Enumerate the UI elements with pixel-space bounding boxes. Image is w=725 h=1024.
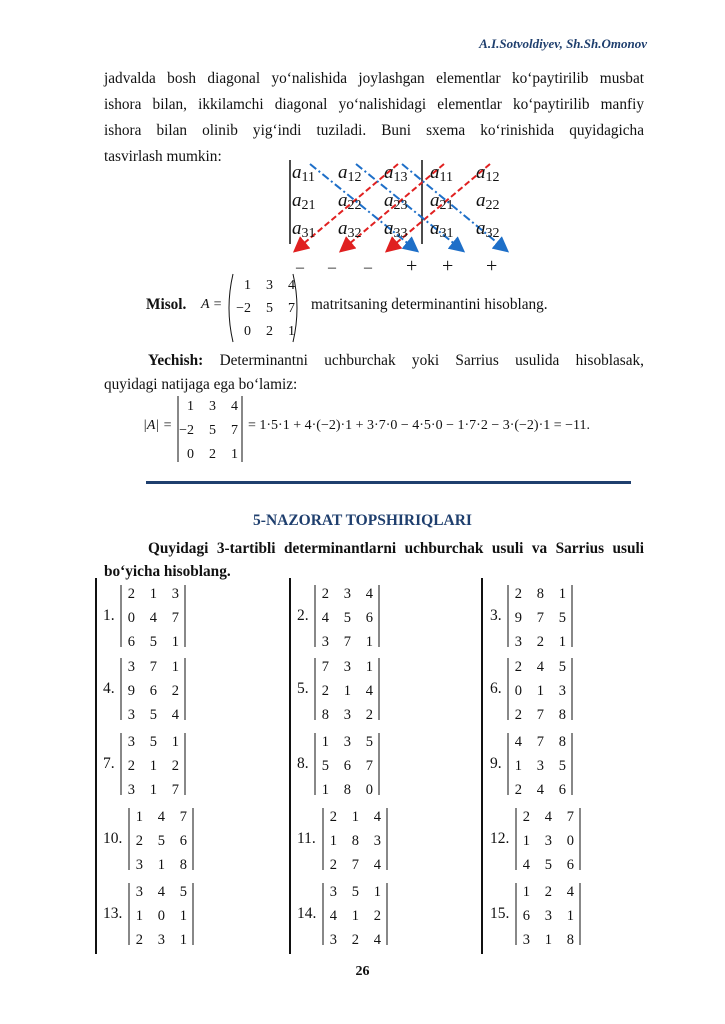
problem-number: 13. bbox=[103, 905, 123, 922]
scheme-element: a31 bbox=[430, 218, 454, 241]
matrix-cell: 0 bbox=[244, 324, 251, 339]
scheme-element: a22 bbox=[338, 190, 362, 213]
problem-determinant bbox=[119, 583, 187, 654]
solution-label: Yechish: bbox=[148, 352, 204, 369]
problem-item bbox=[103, 881, 213, 951]
matrix-cell: 5 bbox=[343, 610, 351, 626]
matrix-cell: 4 bbox=[321, 610, 329, 626]
matrix-cell: 3 bbox=[329, 884, 337, 900]
problem-determinant bbox=[321, 881, 389, 952]
matrix-cell: 3 bbox=[266, 278, 273, 293]
minus-sign: – bbox=[296, 259, 304, 276]
matrix-cell: 1 bbox=[329, 833, 337, 849]
problem-determinant-svg bbox=[119, 731, 187, 797]
problem-number: 7. bbox=[103, 755, 115, 772]
matrix-cell: 1 bbox=[566, 908, 574, 924]
intro-line-3: ishora bilan olinib yig‘indi tuziladi. Buni sxema ko‘rinishida quyidagicha bbox=[104, 122, 644, 139]
matrix-cell: 3 bbox=[127, 659, 135, 675]
matrix-cell: 8 bbox=[343, 782, 351, 797]
problem-determinant-svg bbox=[119, 583, 187, 649]
matrix-cell: 4 bbox=[522, 857, 530, 872]
matrix-cell: 1 bbox=[536, 683, 544, 699]
task-line-1: Quyidagi 3-tartibli determinantlarni uchburchak usuli va Sarrius usuli bbox=[148, 540, 644, 557]
matrix-cell: 7 bbox=[171, 610, 179, 626]
problem-number: 12. bbox=[490, 830, 510, 847]
intro-line-4: tasvirlash mumkin: bbox=[104, 148, 222, 165]
problem-determinant-svg bbox=[514, 806, 582, 872]
matrix-cell: 5 bbox=[149, 734, 157, 750]
scheme-element: a11 bbox=[292, 162, 315, 185]
problem-determinant bbox=[313, 731, 381, 802]
matrix-cell: 1 bbox=[321, 782, 329, 797]
matrix-cell: 5 bbox=[209, 423, 216, 438]
matrix-cell: 4 bbox=[171, 707, 179, 722]
matrix-cell: 8 bbox=[566, 932, 574, 947]
matrix-cell: 0 bbox=[514, 683, 522, 699]
matrix-cell: 1 bbox=[171, 634, 179, 649]
matrix-cell: 1 bbox=[149, 782, 157, 797]
example-label: Misol. bbox=[146, 296, 187, 313]
matrix-cell: 2 bbox=[373, 908, 381, 924]
matrix-cell: 3 bbox=[373, 833, 381, 849]
matrix-cell: 1 bbox=[231, 447, 238, 462]
problem-determinant bbox=[313, 583, 381, 654]
problem-item bbox=[103, 806, 213, 876]
scheme-element: a21 bbox=[430, 190, 454, 213]
problem-item bbox=[297, 583, 407, 653]
matrix-cell: 2 bbox=[514, 659, 522, 675]
matrix-cell: 2 bbox=[514, 782, 522, 797]
matrix-cell: −2 bbox=[236, 301, 251, 316]
problem-number: 14. bbox=[297, 905, 317, 922]
matrix-cell: 1 bbox=[343, 683, 351, 699]
matrix-cell: 7 bbox=[321, 659, 329, 675]
matrix-cell: 4 bbox=[365, 683, 373, 699]
matrix-cell: 2 bbox=[127, 758, 135, 774]
matrix-cell: 4 bbox=[149, 610, 157, 626]
problem-item bbox=[297, 731, 407, 801]
matrix-cell: 2 bbox=[171, 683, 179, 699]
matrix-cell: 7 bbox=[536, 610, 544, 626]
scheme-element: a12 bbox=[338, 162, 362, 185]
matrix-cell: 4 bbox=[536, 659, 544, 675]
matrix-cell: 4 bbox=[157, 884, 165, 900]
matrix-cell: 1 bbox=[171, 734, 179, 750]
problem-determinant-svg bbox=[313, 583, 381, 649]
matrix-cell: 1 bbox=[179, 908, 187, 924]
problem-determinant-svg bbox=[321, 881, 389, 947]
matrix-cell: 4 bbox=[231, 399, 238, 414]
matrix-cell: 1 bbox=[171, 659, 179, 675]
matrix-cell: 1 bbox=[558, 634, 566, 649]
matrix-cell: 2 bbox=[522, 809, 530, 825]
matrix-cell: 2 bbox=[135, 932, 143, 947]
scheme-element: a21 bbox=[292, 190, 316, 213]
matrix-cell: 0 bbox=[365, 782, 373, 797]
matrix-cell: 1 bbox=[351, 908, 359, 924]
problem-determinant-svg bbox=[127, 806, 195, 872]
problem-determinant bbox=[119, 656, 187, 727]
matrix-cell: 2 bbox=[536, 634, 544, 649]
scheme-element: a12 bbox=[476, 162, 500, 185]
problem-determinant-svg bbox=[506, 656, 574, 722]
problem-determinant-svg bbox=[514, 881, 582, 947]
matrix-cell: 1 bbox=[149, 586, 157, 602]
matrix-cell: 5 bbox=[351, 884, 359, 900]
matrix-cell: 8 bbox=[179, 857, 187, 872]
scheme-element: a13 bbox=[384, 162, 408, 185]
matrix-cell: 4 bbox=[373, 932, 381, 947]
matrix-cell: 2 bbox=[209, 447, 216, 462]
matrix-cell: 3 bbox=[343, 707, 351, 722]
matrix-cell: 5 bbox=[321, 758, 329, 774]
matrix-cell: 5 bbox=[157, 833, 165, 849]
matrix-cell: 3 bbox=[522, 932, 530, 947]
matrix-cell: 8 bbox=[558, 734, 566, 750]
problem-determinant bbox=[119, 731, 187, 802]
matrix-cell: 3 bbox=[343, 659, 351, 675]
problem-item bbox=[490, 731, 600, 801]
intro-line-2: ishora bilan, ikkilamchi diagonal yo‘nalishidagi elementlar ko‘paytirilib manfiy bbox=[104, 96, 644, 113]
matrix-cell: 4 bbox=[544, 809, 552, 825]
matrix-cell: 3 bbox=[127, 782, 135, 797]
matrix-cell: 6 bbox=[343, 758, 351, 774]
matrix-cell: 2 bbox=[351, 932, 359, 947]
matrix-cell: 5 bbox=[558, 659, 566, 675]
matrix-cell: 2 bbox=[266, 324, 273, 339]
matrix-cell: 4 bbox=[373, 857, 381, 872]
matrix-cell: 1 bbox=[544, 932, 552, 947]
scheme-element: a23 bbox=[384, 190, 408, 213]
scheme-element: a11 bbox=[430, 162, 453, 185]
matrix-cell: 3 bbox=[544, 833, 552, 849]
plus-sign: + bbox=[486, 255, 498, 277]
problem-item bbox=[297, 806, 407, 876]
matrix-cell: 3 bbox=[127, 734, 135, 750]
problem-determinant-svg bbox=[506, 583, 574, 649]
plus-sign: + bbox=[406, 255, 418, 277]
matrix-cell: 1 bbox=[187, 399, 194, 414]
matrix-cell: 8 bbox=[558, 707, 566, 722]
matrix-cell: 1 bbox=[365, 659, 373, 675]
matrix-cell: 6 bbox=[365, 610, 373, 626]
matrix-cell: 4 bbox=[329, 908, 337, 924]
solution-line-2: quyidagi natijaga ega bo‘lamiz: bbox=[104, 376, 298, 393]
problem-determinant-svg bbox=[127, 881, 195, 947]
section-title: 5-NAZORAT TOPSHIRIQLARI bbox=[253, 512, 472, 529]
matrix-cell: −2 bbox=[179, 423, 194, 438]
matrix-cell: 1 bbox=[365, 634, 373, 649]
matrix-cell: 7 bbox=[231, 423, 238, 438]
matrix-cell: 2 bbox=[329, 857, 337, 872]
problem-item bbox=[103, 731, 213, 801]
problem-number: 4. bbox=[103, 680, 115, 697]
matrix-cell: 7 bbox=[288, 301, 295, 316]
matrix-cell: 4 bbox=[373, 809, 381, 825]
problem-item bbox=[103, 656, 213, 726]
matrix-cell: 5 bbox=[365, 734, 373, 750]
matrix-cell: 7 bbox=[365, 758, 373, 774]
problem-determinant-svg bbox=[119, 656, 187, 722]
matrix-cell: 5 bbox=[544, 857, 552, 872]
problem-number: 11. bbox=[297, 830, 316, 847]
matrix-cell: 6 bbox=[149, 683, 157, 699]
matrix-cell: 2 bbox=[365, 707, 373, 722]
matrix-cell: 5 bbox=[558, 758, 566, 774]
matrix-cell: 4 bbox=[536, 782, 544, 797]
matrix-cell: 3 bbox=[157, 932, 165, 947]
matrix-cell: 7 bbox=[179, 809, 187, 825]
matrix-cell: 7 bbox=[536, 734, 544, 750]
solution-lhs: |A| = bbox=[143, 418, 173, 433]
matrix-cell: 0 bbox=[157, 908, 165, 924]
matrix-cell: 2 bbox=[321, 683, 329, 699]
matrix-cell: 6 bbox=[522, 908, 530, 924]
problem-determinant-svg bbox=[321, 806, 389, 872]
matrix-cell: 5 bbox=[149, 634, 157, 649]
problem-determinant bbox=[514, 881, 582, 952]
matrix-cell: 9 bbox=[127, 683, 135, 699]
matrix-cell: 4 bbox=[365, 586, 373, 602]
page-number: 26 bbox=[355, 964, 370, 979]
matrix-cell: 7 bbox=[536, 707, 544, 722]
matrix-cell: 3 bbox=[343, 586, 351, 602]
problem-item bbox=[490, 656, 600, 726]
matrix-cell: 1 bbox=[514, 758, 522, 774]
matrix-cell: 4 bbox=[566, 884, 574, 900]
minus-sign: – bbox=[364, 259, 372, 276]
problem-determinant bbox=[127, 881, 195, 952]
problem-item bbox=[297, 656, 407, 726]
matrix-cell: 6 bbox=[127, 634, 135, 649]
matrix-cell: 1 bbox=[244, 278, 251, 293]
matrix-cell: 3 bbox=[343, 734, 351, 750]
example-var: A = bbox=[201, 297, 223, 312]
matrix-cell: 1 bbox=[351, 809, 359, 825]
problem-number: 15. bbox=[490, 905, 510, 922]
problem-number: 3. bbox=[490, 607, 502, 624]
problem-determinant bbox=[321, 806, 389, 877]
running-header: A.I.Sotvoldiyev, Sh.Sh.Omonov bbox=[479, 36, 647, 51]
problem-determinant bbox=[506, 656, 574, 727]
plus-sign: + bbox=[442, 255, 454, 277]
matrix-cell: 3 bbox=[558, 683, 566, 699]
matrix-cell: 1 bbox=[179, 932, 187, 947]
matrix-cell: 4 bbox=[288, 278, 295, 293]
problem-number: 6. bbox=[490, 680, 502, 697]
matrix-cell: 4 bbox=[157, 809, 165, 825]
scheme-element: a32 bbox=[338, 218, 362, 241]
matrix-cell: 1 bbox=[149, 758, 157, 774]
intro-line-1: jadvalda bosh diagonal yo‘nalishida joylashgan elementlar ko‘paytirilib musbat bbox=[104, 70, 644, 87]
matrix-cell: 7 bbox=[171, 782, 179, 797]
problem-number: 9. bbox=[490, 755, 502, 772]
matrix-cell: 2 bbox=[171, 758, 179, 774]
matrix-cell: 7 bbox=[343, 634, 351, 649]
matrix-cell: 1 bbox=[135, 908, 143, 924]
matrix-cell: 8 bbox=[351, 833, 359, 849]
matrix-cell: 1 bbox=[321, 734, 329, 750]
matrix-cell: 5 bbox=[266, 301, 273, 316]
matrix-cell: 2 bbox=[514, 586, 522, 602]
matrix-cell: 3 bbox=[209, 399, 216, 414]
matrix-cell: 2 bbox=[321, 586, 329, 602]
matrix-cell: 6 bbox=[179, 833, 187, 849]
minus-sign: – bbox=[328, 259, 336, 276]
problem-determinant-svg bbox=[313, 731, 381, 797]
matrix-cell: 0 bbox=[127, 610, 135, 626]
matrix-cell: 3 bbox=[321, 634, 329, 649]
matrix-cell: 1 bbox=[522, 884, 530, 900]
matrix-cell: 0 bbox=[566, 833, 574, 849]
matrix-cell: 9 bbox=[514, 610, 522, 626]
problem-item bbox=[490, 806, 600, 876]
matrix-cell: 2 bbox=[514, 707, 522, 722]
matrix-cell: 1 bbox=[373, 884, 381, 900]
problem-determinant bbox=[127, 806, 195, 877]
problem-determinant bbox=[506, 583, 574, 654]
matrix-cell: 3 bbox=[135, 857, 143, 872]
problem-number: 2. bbox=[297, 607, 309, 624]
scheme-element: a22 bbox=[476, 190, 500, 213]
problem-determinant-svg bbox=[313, 656, 381, 722]
matrix-cell: 1 bbox=[288, 324, 295, 339]
matrix-cell: 6 bbox=[558, 782, 566, 797]
problem-determinant-svg bbox=[506, 731, 574, 797]
matrix-cell: 5 bbox=[179, 884, 187, 900]
scheme-element: a32 bbox=[476, 218, 500, 241]
example-text: matritsaning determinantini hisoblang. bbox=[311, 296, 548, 313]
matrix-cell: 1 bbox=[522, 833, 530, 849]
matrix-cell: 2 bbox=[127, 586, 135, 602]
scheme-element: a31 bbox=[292, 218, 316, 241]
problem-number: 5. bbox=[297, 680, 309, 697]
problem-item bbox=[490, 881, 600, 951]
matrix-cell: 1 bbox=[135, 809, 143, 825]
matrix-cell: 3 bbox=[514, 634, 522, 649]
matrix-cell: 8 bbox=[536, 586, 544, 602]
problem-determinant bbox=[313, 656, 381, 727]
matrix-cell: 3 bbox=[329, 932, 337, 947]
scheme-element: a33 bbox=[384, 218, 408, 241]
problem-number: 10. bbox=[103, 830, 123, 847]
problem-item bbox=[490, 583, 600, 653]
matrix-cell: 5 bbox=[558, 610, 566, 626]
matrix-cell: 7 bbox=[351, 857, 359, 872]
matrix-cell: 3 bbox=[135, 884, 143, 900]
matrix-cell: 1 bbox=[157, 857, 165, 872]
problem-item bbox=[297, 881, 407, 951]
matrix-cell: 7 bbox=[566, 809, 574, 825]
matrix-cell: 7 bbox=[149, 659, 157, 675]
matrix-cell: 0 bbox=[187, 447, 194, 462]
problem-item bbox=[103, 583, 213, 653]
matrix-cell: 3 bbox=[171, 586, 179, 602]
matrix-cell: 2 bbox=[135, 833, 143, 849]
solution-text: Determinantni uchburchak yoki Sarrius usulida hisoblasak, bbox=[219, 352, 645, 369]
matrix-cell: 6 bbox=[566, 857, 574, 872]
task-line-2: bo‘yicha hisoblang. bbox=[104, 563, 231, 580]
solution-expression: = 1·5·1 + 4·(−2)·1 + 3·7·0 − 4·5·0 − 1·7·2 − 3·(−2)·1 = −11. bbox=[248, 418, 591, 433]
matrix-cell: 5 bbox=[149, 707, 157, 722]
problem-number: 8. bbox=[297, 755, 309, 772]
problem-number: 1. bbox=[103, 607, 115, 624]
matrix-cell: 4 bbox=[514, 734, 522, 750]
matrix-cell: 3 bbox=[544, 908, 552, 924]
matrix-cell: 2 bbox=[329, 809, 337, 825]
problem-determinant bbox=[514, 806, 582, 877]
matrix-cell: 8 bbox=[321, 707, 329, 722]
matrix-cell: 1 bbox=[558, 586, 566, 602]
matrix-cell: 3 bbox=[536, 758, 544, 774]
matrix-cell: 2 bbox=[544, 884, 552, 900]
problem-determinant bbox=[506, 731, 574, 802]
matrix-cell: 3 bbox=[127, 707, 135, 722]
